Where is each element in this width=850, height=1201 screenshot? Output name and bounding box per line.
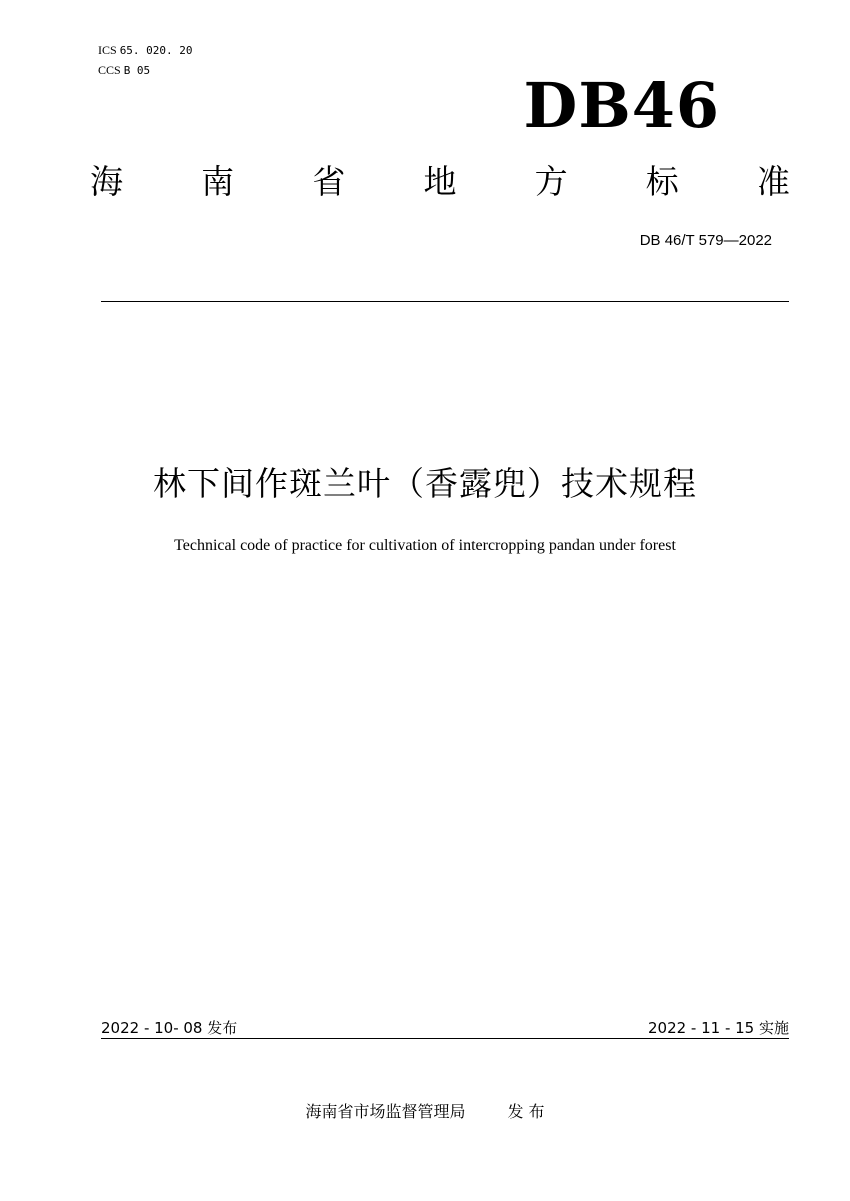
implement-date: 2022 - 11 - 15 实施 <box>647 1019 789 1037</box>
issue-date: 2022 - 10- 08 发布 <box>101 1019 238 1037</box>
header-divider <box>101 301 789 302</box>
standard-type-char: 方 <box>534 162 568 201</box>
ccs-value: B 05 <box>123 64 151 77</box>
ics-label: ICS <box>98 43 117 57</box>
publisher-line <box>0 1099 850 1122</box>
footer-divider <box>101 1038 789 1039</box>
title-english: Technical code of practice for cultivation of intercropping pandan under forest <box>174 537 676 554</box>
standard-type-char: 地 <box>423 162 457 201</box>
standard-number: DB 46/T 579—2022 <box>639 232 772 249</box>
publisher-action: 发 布 <box>507 1102 545 1121</box>
standard-type-heading <box>90 160 790 204</box>
standard-type-char: 海 <box>90 162 123 201</box>
ccs-label: CCS <box>98 63 121 77</box>
standard-type-char: 准 <box>756 162 790 201</box>
standard-type-char: 标 <box>645 162 679 201</box>
ccs-line <box>98 63 150 78</box>
ics-line <box>98 43 193 58</box>
standard-type-char: 南 <box>201 162 235 201</box>
db46-logo: DB46 <box>523 69 720 142</box>
standard-type-char: 省 <box>312 162 346 201</box>
title-chinese: 林下间作斑兰叶（香露兜）技术规程 <box>153 464 697 503</box>
ics-value: 65. 020. 20 <box>119 44 193 57</box>
publisher-name: 海南省市场监督管理局 <box>305 1102 466 1121</box>
